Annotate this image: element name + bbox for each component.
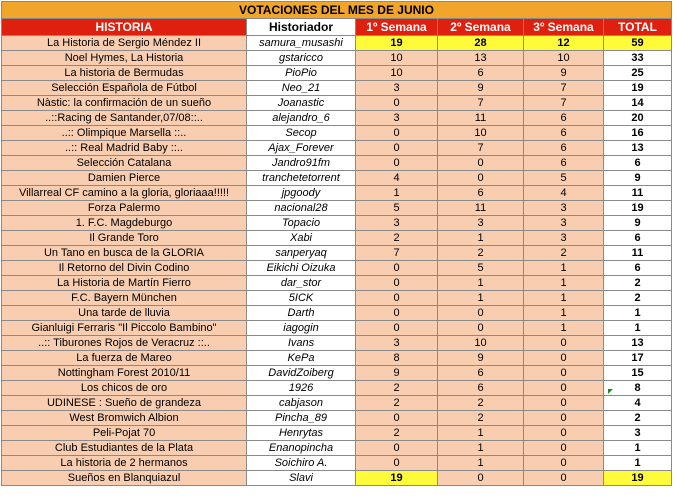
total-cell: 13: [604, 336, 672, 351]
week1-cell: 1: [356, 186, 438, 201]
total-cell: 11: [604, 186, 672, 201]
table-row: [2, 261, 672, 276]
total-cell: 4: [604, 396, 672, 411]
author-cell: Pincha_89: [247, 411, 356, 426]
week1-cell: 0: [356, 456, 438, 471]
header-story: HISTORIA: [2, 19, 247, 36]
week1-cell: 3: [356, 216, 438, 231]
week2-cell: 1: [438, 291, 524, 306]
table-row: [2, 291, 672, 306]
week2-cell: 1: [438, 426, 524, 441]
table-body: [2, 36, 672, 486]
author-cell: Jandro91fm: [247, 156, 356, 171]
author-cell: sanperyaq: [247, 246, 356, 261]
table-row: [2, 141, 672, 156]
week2-cell: 7: [438, 96, 524, 111]
table-row: [2, 351, 672, 366]
author-cell: alejandro_6: [247, 111, 356, 126]
story-cell: ..:: Tiburones Rojos de Veracruz ::..: [2, 336, 247, 351]
week2-cell: 10: [438, 336, 524, 351]
total-cell: 20: [604, 111, 672, 126]
week3-cell: 3: [524, 231, 604, 246]
total-cell: 33: [604, 51, 672, 66]
table-row: [2, 51, 672, 66]
week2-cell: 0: [438, 171, 524, 186]
week3-cell: 1: [524, 321, 604, 336]
week3-cell: 0: [524, 351, 604, 366]
week1-cell: 2: [356, 231, 438, 246]
table-row: [2, 201, 672, 216]
week1-cell: 8: [356, 351, 438, 366]
total-cell: 25: [604, 66, 672, 81]
week2-cell: 0: [438, 471, 524, 486]
week2-cell: 11: [438, 111, 524, 126]
total-cell: 1: [604, 321, 672, 336]
total-cell: 1: [604, 306, 672, 321]
total-cell: 2: [604, 411, 672, 426]
week3-cell: 0: [524, 366, 604, 381]
table-row: [2, 306, 672, 321]
story-cell: UDINESE : Sueño de grandeza: [2, 396, 247, 411]
table-row: [2, 396, 672, 411]
week1-cell: 2: [356, 396, 438, 411]
total-cell: 1: [604, 441, 672, 456]
week2-cell: 1: [438, 231, 524, 246]
week2-cell: 9: [438, 351, 524, 366]
table-row: [2, 381, 672, 396]
total-cell: 1: [604, 456, 672, 471]
author-cell: Ajax_Forever: [247, 141, 356, 156]
author-cell: Enanopincha: [247, 441, 356, 456]
total-cell: 17: [604, 351, 672, 366]
total-cell: 8: [604, 381, 672, 396]
author-cell: Secop: [247, 126, 356, 141]
week1-cell: 3: [356, 81, 438, 96]
week2-cell: 6: [438, 186, 524, 201]
author-cell: Slavi: [247, 471, 356, 486]
total-cell: 19: [604, 81, 672, 96]
table-row: [2, 111, 672, 126]
story-cell: Los chicos de oro: [2, 381, 247, 396]
week3-cell: 2: [524, 246, 604, 261]
story-cell: Peli-Pojat 70: [2, 426, 247, 441]
story-cell: Selección Española de Fútbol: [2, 81, 247, 96]
story-cell: Club Estudiantes de la Plata: [2, 441, 247, 456]
week2-cell: 3: [438, 216, 524, 231]
week3-cell: 6: [524, 111, 604, 126]
story-cell: 1. F.C. Magdeburgo: [2, 216, 247, 231]
author-cell: nacional28: [247, 201, 356, 216]
week2-cell: 5: [438, 261, 524, 276]
week3-cell: 1: [524, 306, 604, 321]
week3-cell: 6: [524, 141, 604, 156]
week1-cell: 19: [356, 471, 438, 486]
total-cell: 15: [604, 366, 672, 381]
week1-cell: 3: [356, 111, 438, 126]
week3-cell: 0: [524, 336, 604, 351]
header-week2: 2º Semana: [438, 19, 524, 36]
table-row: [2, 336, 672, 351]
author-cell: Henrytas: [247, 426, 356, 441]
week2-cell: 0: [438, 156, 524, 171]
story-cell: Sueños en Blanquiazul: [2, 471, 247, 486]
week1-cell: 10: [356, 51, 438, 66]
table-row: [2, 66, 672, 81]
week3-cell: 0: [524, 411, 604, 426]
week3-cell: 0: [524, 426, 604, 441]
table-row: [2, 36, 672, 51]
author-cell: Ivans: [247, 336, 356, 351]
total-cell: 9: [604, 216, 672, 231]
week1-cell: 0: [356, 261, 438, 276]
table-row: [2, 216, 672, 231]
total-cell: 9: [604, 171, 672, 186]
week3-cell: 0: [524, 471, 604, 486]
total-cell: 2: [604, 276, 672, 291]
week1-cell: 0: [356, 156, 438, 171]
author-cell: tranchetetorrent: [247, 171, 356, 186]
title-row: [2, 2, 672, 19]
total-cell: 6: [604, 261, 672, 276]
week1-cell: 0: [356, 141, 438, 156]
week1-cell: 19: [356, 36, 438, 51]
story-cell: Una tarde de lluvia: [2, 306, 247, 321]
header-total: TOTAL: [604, 19, 672, 36]
total-cell: 14: [604, 96, 672, 111]
week2-cell: 2: [438, 396, 524, 411]
table-row: [2, 426, 672, 441]
table-row: [2, 411, 672, 426]
story-cell: La historia de Bermudas: [2, 66, 247, 81]
week1-cell: 4: [356, 171, 438, 186]
week3-cell: 1: [524, 276, 604, 291]
author-cell: samura_musashi: [247, 36, 356, 51]
week2-cell: 6: [438, 381, 524, 396]
week3-cell: 10: [524, 51, 604, 66]
author-cell: Xabi: [247, 231, 356, 246]
week3-cell: 0: [524, 381, 604, 396]
table-row: [2, 96, 672, 111]
week3-cell: 5: [524, 171, 604, 186]
total-cell: 6: [604, 231, 672, 246]
week3-cell: 0: [524, 396, 604, 411]
story-cell: Noel Hymes, La Historia: [2, 51, 247, 66]
week3-cell: 9: [524, 66, 604, 81]
week3-cell: 12: [524, 36, 604, 51]
author-cell: Darth: [247, 306, 356, 321]
week2-cell: 0: [438, 306, 524, 321]
week1-cell: 5: [356, 201, 438, 216]
week3-cell: 1: [524, 291, 604, 306]
week2-cell: 11: [438, 201, 524, 216]
table-row: [2, 471, 672, 486]
week1-cell: 0: [356, 276, 438, 291]
week1-cell: 0: [356, 411, 438, 426]
table-row: [2, 321, 672, 336]
story-cell: La Historia de Martín Fierro: [2, 276, 247, 291]
week1-cell: 10: [356, 66, 438, 81]
header-week1: 1º Semana: [356, 19, 438, 36]
table-row: [2, 81, 672, 96]
week3-cell: 7: [524, 96, 604, 111]
author-cell: gstaricco: [247, 51, 356, 66]
week3-cell: 6: [524, 156, 604, 171]
total-cell: 11: [604, 246, 672, 261]
table-row: [2, 246, 672, 261]
author-cell: Eikichi Oizuka: [247, 261, 356, 276]
author-cell: 1926: [247, 381, 356, 396]
story-cell: La historia de 2 hermanos: [2, 456, 247, 471]
story-cell: ..:: Real Madrid Baby ::..: [2, 141, 247, 156]
author-cell: Topacio: [247, 216, 356, 231]
week1-cell: 0: [356, 291, 438, 306]
week2-cell: 0: [438, 321, 524, 336]
table-row: [2, 456, 672, 471]
story-cell: Selección Catalana: [2, 156, 247, 171]
week1-cell: 0: [356, 321, 438, 336]
total-cell: 19: [604, 201, 672, 216]
week1-cell: 0: [356, 306, 438, 321]
week3-cell: 0: [524, 441, 604, 456]
author-cell: KePa: [247, 351, 356, 366]
story-cell: La fuerza de Mareo: [2, 351, 247, 366]
total-cell: 59: [604, 36, 672, 51]
week1-cell: 0: [356, 126, 438, 141]
week3-cell: 3: [524, 216, 604, 231]
story-cell: Villarreal CF camino a la gloria, gloriaaa!!!!!: [2, 186, 247, 201]
week3-cell: 7: [524, 81, 604, 96]
table-row: [2, 366, 672, 381]
table-row: [2, 231, 672, 246]
author-cell: 5ICK: [247, 291, 356, 306]
story-cell: Nàstic: la confirmación de un sueño: [2, 96, 247, 111]
week1-cell: 0: [356, 96, 438, 111]
author-cell: Soichiro A.: [247, 456, 356, 471]
total-cell: 3: [604, 426, 672, 441]
story-cell: ..::Racing de Santander,07/08::..: [2, 111, 247, 126]
header-week3: 3º Semana: [524, 19, 604, 36]
story-cell: Un Tano en busca de la GLORIA: [2, 246, 247, 261]
author-cell: cabjason: [247, 396, 356, 411]
author-cell: PioPio: [247, 66, 356, 81]
week1-cell: 3: [356, 336, 438, 351]
story-cell: ..:: Olimpique Marsella ::..: [2, 126, 247, 141]
week2-cell: 2: [438, 411, 524, 426]
total-cell: 13: [604, 141, 672, 156]
week2-cell: 6: [438, 66, 524, 81]
story-cell: West Bromwich Albion: [2, 411, 247, 426]
week1-cell: 7: [356, 246, 438, 261]
week3-cell: 6: [524, 126, 604, 141]
week2-cell: 28: [438, 36, 524, 51]
story-cell: Nottingham Forest 2010/11: [2, 366, 247, 381]
week2-cell: 1: [438, 276, 524, 291]
author-cell: iagogin: [247, 321, 356, 336]
story-cell: F.C. Bayern München: [2, 291, 247, 306]
week1-cell: 2: [356, 381, 438, 396]
author-cell: Neo_21: [247, 81, 356, 96]
table-row: [2, 441, 672, 456]
table-row: [2, 171, 672, 186]
total-cell: 6: [604, 156, 672, 171]
total-cell: 2: [604, 291, 672, 306]
week3-cell: 1: [524, 261, 604, 276]
author-cell: dar_stor: [247, 276, 356, 291]
week3-cell: 0: [524, 456, 604, 471]
week1-cell: 9: [356, 366, 438, 381]
story-cell: Il Retorno del Divin Codino: [2, 261, 247, 276]
comment-indicator-icon: [608, 389, 613, 394]
table-title: VOTACIONES DEL MES DE JUNIO: [2, 2, 672, 19]
story-cell: Forza Palermo: [2, 201, 247, 216]
week1-cell: 0: [356, 441, 438, 456]
story-cell: Damien Pierce: [2, 171, 247, 186]
author-cell: jpgoody: [247, 186, 356, 201]
table-row: [2, 276, 672, 291]
week2-cell: 7: [438, 141, 524, 156]
week2-cell: 9: [438, 81, 524, 96]
total-cell: 19: [604, 471, 672, 486]
header-author: Historiador: [247, 19, 356, 36]
table-row: [2, 186, 672, 201]
week2-cell: 13: [438, 51, 524, 66]
table-row: [2, 156, 672, 171]
week2-cell: 2: [438, 246, 524, 261]
author-cell: Joanastic: [247, 96, 356, 111]
week2-cell: 10: [438, 126, 524, 141]
total-cell: 16: [604, 126, 672, 141]
week3-cell: 3: [524, 201, 604, 216]
story-cell: Il Grande Toro: [2, 231, 247, 246]
story-cell: La Historia de Sergio Méndez II: [2, 36, 247, 51]
week1-cell: 2: [356, 426, 438, 441]
week2-cell: 6: [438, 366, 524, 381]
week2-cell: 1: [438, 456, 524, 471]
header-row: [2, 19, 672, 36]
week2-cell: 1: [438, 441, 524, 456]
votes-table: [1, 1, 672, 486]
story-cell: Gianluigi Ferraris "Il Piccolo Bambino": [2, 321, 247, 336]
week3-cell: 4: [524, 186, 604, 201]
author-cell: DavidZoiberg: [247, 366, 356, 381]
table-row: [2, 126, 672, 141]
